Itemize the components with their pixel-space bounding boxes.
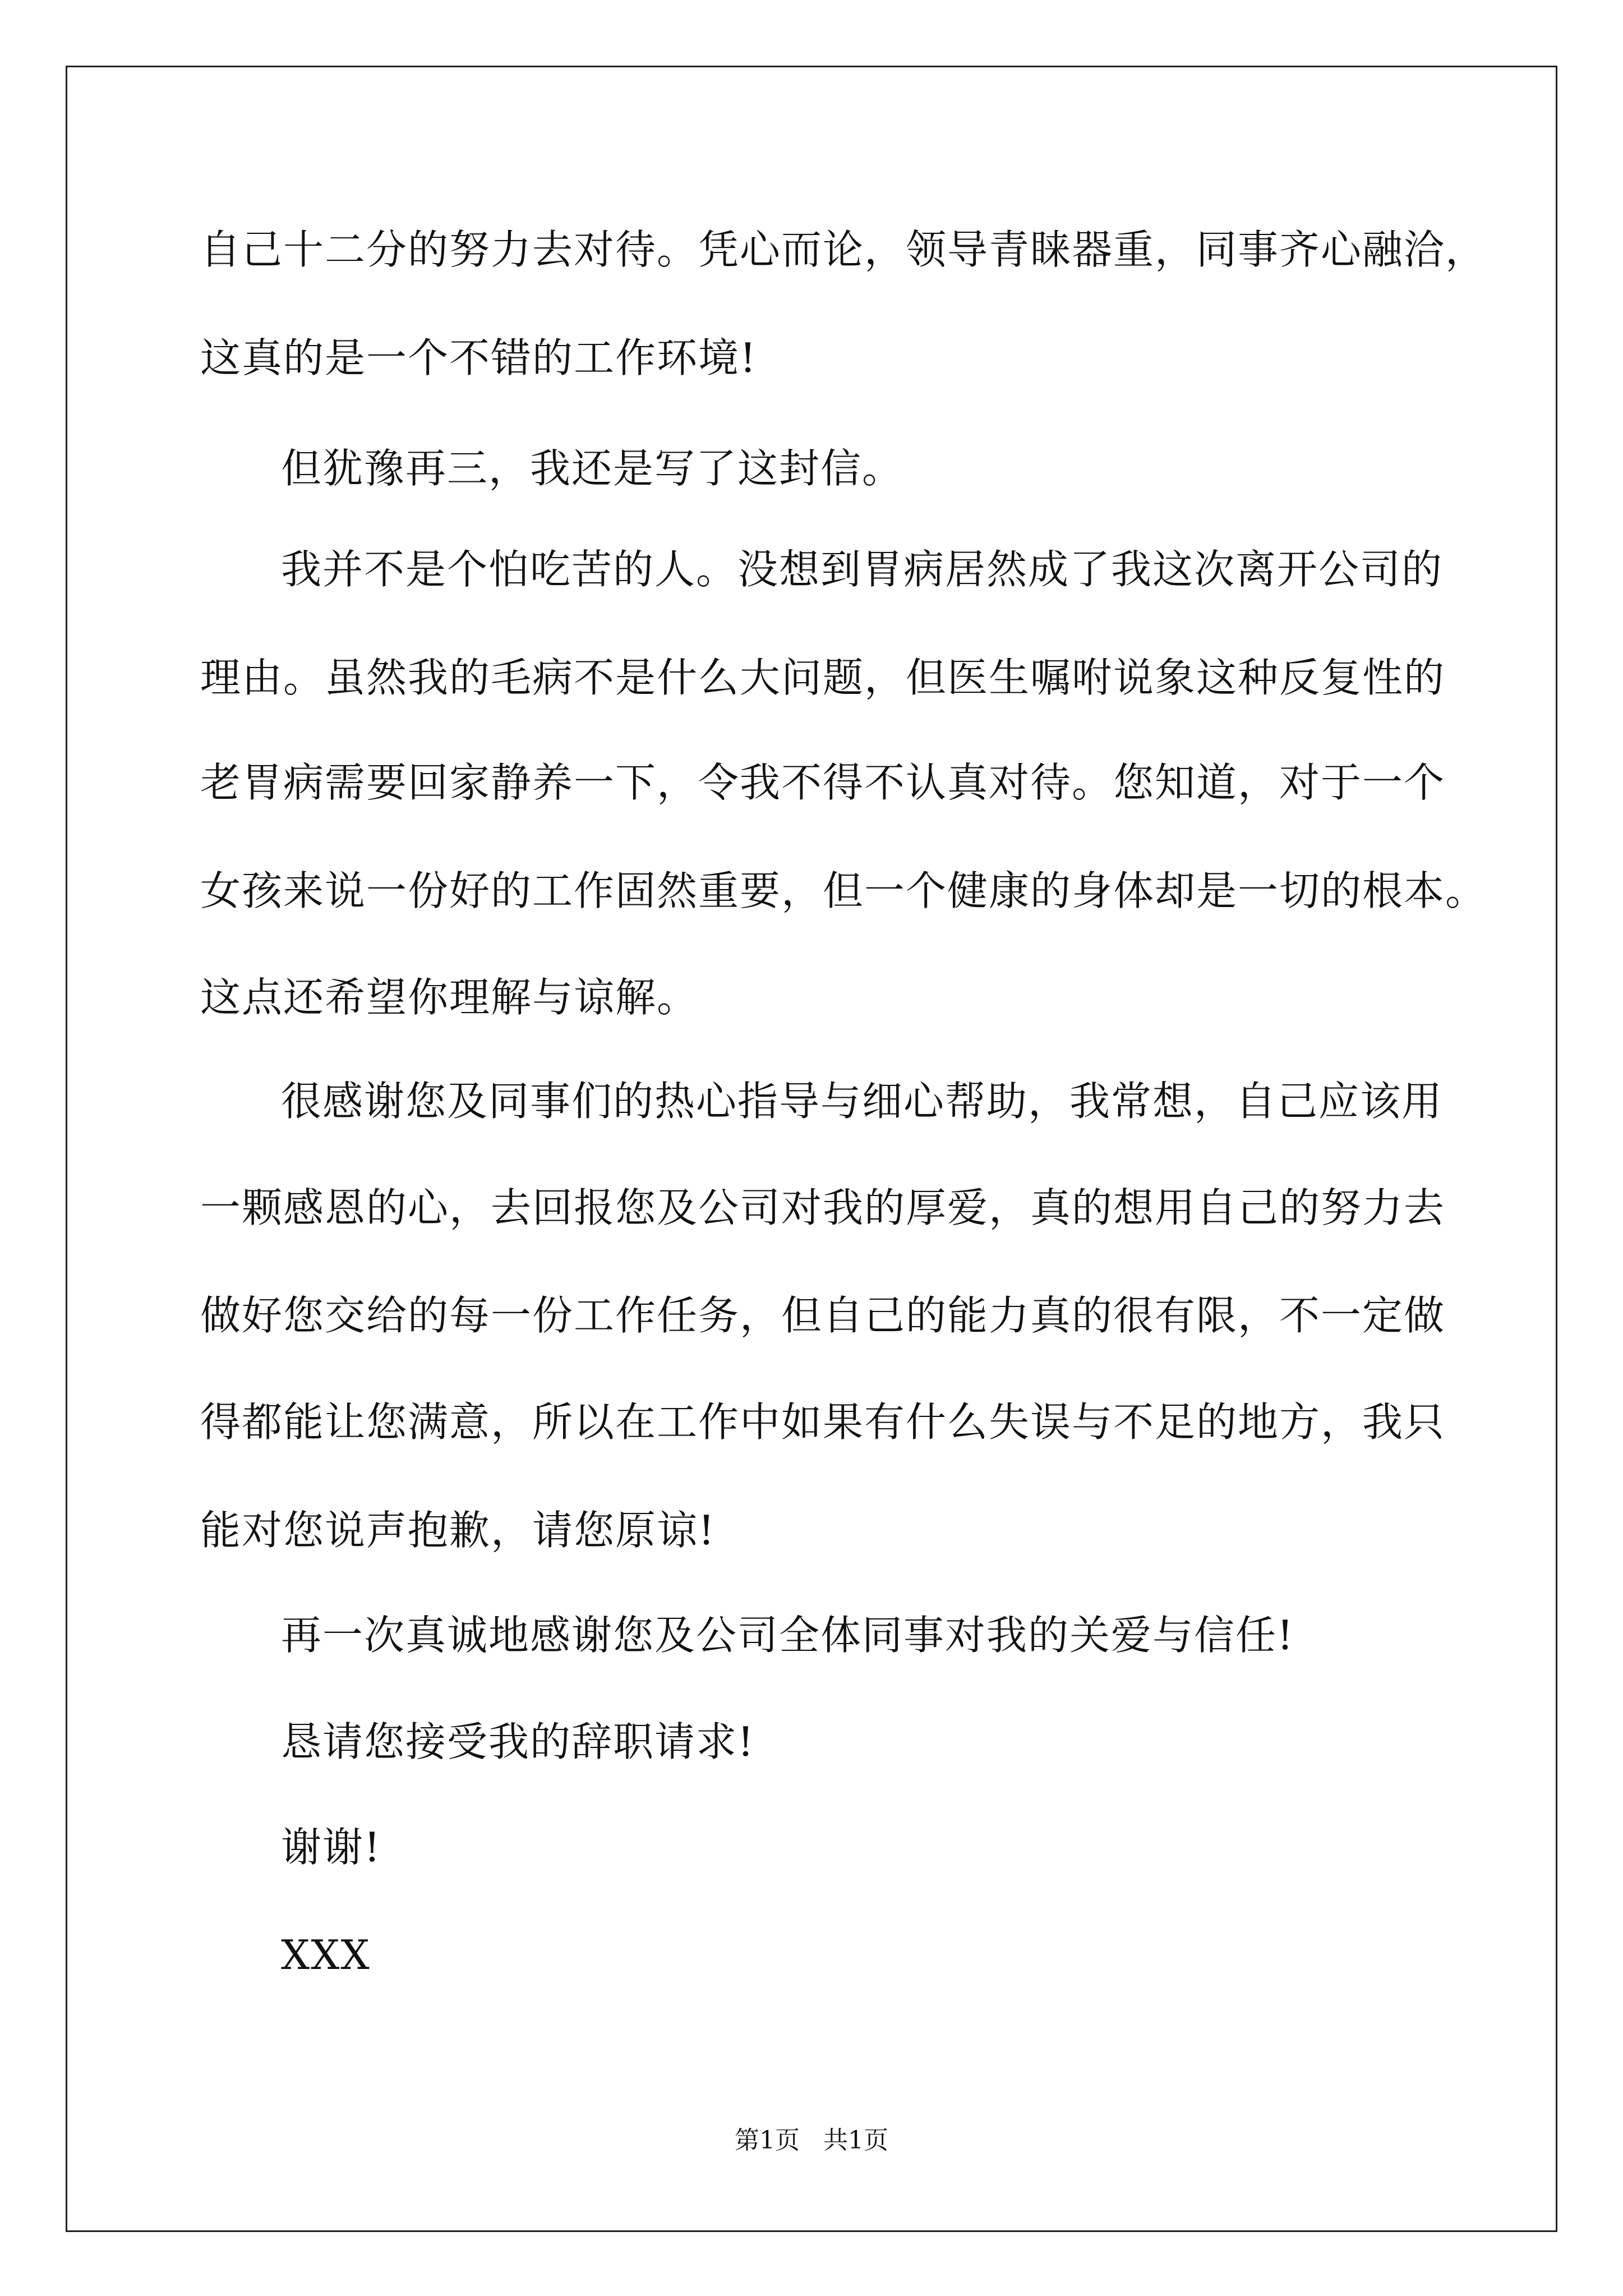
body-line-4: 我并不是个怕吃苦的人。没想到胃病居然成了我这次离开公司的: [281, 546, 1444, 593]
body-line-5: 理由。虽然我的毛病不是什么大问题，但医生嘱咐说象这种反复性的: [200, 654, 1446, 701]
page-footer: 第1页 共1页: [735, 2126, 888, 2155]
page-border: [66, 66, 1557, 2232]
body-line-13: 能对您说声抱歉，请您原谅!: [200, 1507, 716, 1554]
body-line-2: 这真的是一个不错的工作环境!: [200, 334, 757, 381]
body-line-6: 老胃病需要回家静养一下，令我不得不认真对待。您知道，对于一个: [200, 759, 1446, 806]
body-line-1: 自己十二分的努力去对待。凭心而论，领导青睐器重，同事齐心融洽，: [200, 226, 1487, 273]
body-line-9: 很感谢您及同事们的热心指导与细心帮助，我常想，自己应该用: [281, 1078, 1444, 1125]
body-line-11: 做好您交给的每一份工作任务，但自己的能力真的很有限，不一定做: [200, 1292, 1446, 1339]
body-line-16: 谢谢!: [281, 1824, 381, 1871]
signature-line: XXX: [281, 1931, 371, 1978]
body-line-14: 再一次真诚地感谢您及公司全体同事对我的关爱与信任!: [281, 1612, 1294, 1659]
body-line-10: 一颗感恩的心，去回报您及公司对我的厚爱，真的想用自己的努力去: [200, 1184, 1446, 1231]
body-line-12: 得都能让您满意，所以在工作中如果有什么失误与不足的地方，我只: [200, 1398, 1446, 1446]
body-line-15: 恳请您接受我的辞职请求!: [281, 1718, 755, 1765]
body-line-7: 女孩来说一份好的工作固然重要，但一个健康的身体却是一切的根本。: [200, 867, 1487, 914]
body-line-8: 这点还希望你理解与谅解。: [200, 974, 699, 1021]
body-line-3: 但犹豫再三，我还是写了这封信。: [281, 445, 904, 492]
